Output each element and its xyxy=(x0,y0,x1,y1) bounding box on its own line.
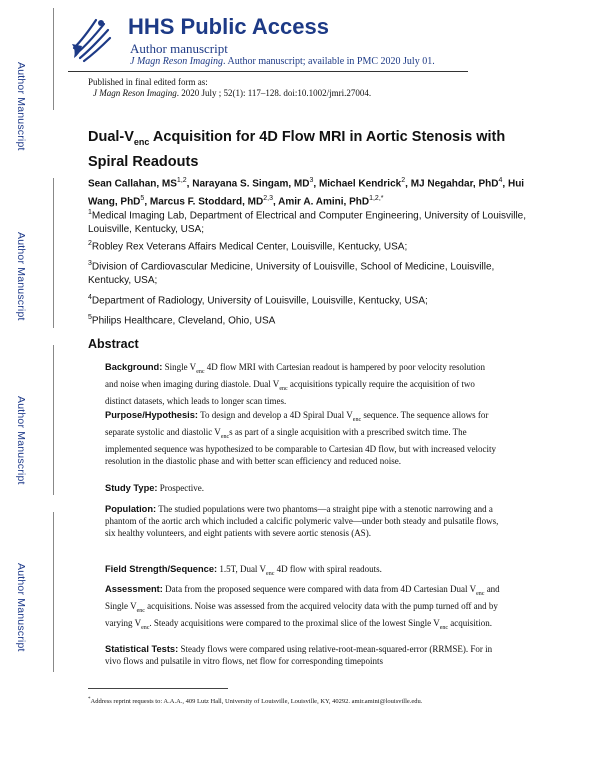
header-subtitle: Author manuscript xyxy=(130,41,228,56)
published-in-label: Published in final edited form as: xyxy=(88,77,208,87)
footnote: *Address reprint requests to: A.A.A., 409 Lutz Hall, University of Louisville, Louisville, KY, 40292. amir.amini@louisville.edu. xyxy=(88,697,423,706)
abstract-assessment: Assessment: Data from the proposed sequence were compared with data from 4D Cartesian Dual $V_{enc}$ and Single $V_{enc}$ acquisitions. Noise was assessed from the acquired velocity data with the pump turned off and by varying $V_{enc}$. Steady acquisitions were compared to the proximal slice of the lowest Single $V_{enc}$ acquisition. xyxy=(105,584,500,631)
author-list: Sean Callahan, MS$^{1,2}$, Narayana S. Singam, $MD^3$, Michael Kendrick$^2$, MJ Negahdar, PhD$^4$, Hui Wang, PhD$^5$, Marcus F. Stoddard, MD$^{2,3}$, Amir A. Amini, PhD$^{1,2,*}$ xyxy=(88,177,525,208)
abstract-population: Population: The studied populations were two phantoms—a straight pipe with a stenotic narrowing and a phantom of the aortic arch which included a calcific polymeric valve—under both steady and pulsatile flows, six healthy volunteers, and eight patients with severe aortic stenosis (AS). xyxy=(105,504,499,539)
published-doi: . 2020 July ; 52(1): 117–128. doi:10.1002/jmri.27004. xyxy=(176,88,372,98)
header-rule xyxy=(68,71,468,72)
header-journal-line xyxy=(130,56,435,67)
affiliation: $^2$Robley Rex Veterans Affairs Medical Center, Louisville, Kentucky, USA; xyxy=(88,240,408,253)
side-label-author-manuscript: Author Manuscript xyxy=(15,232,27,321)
abstract-field-strength: Field Strength/Sequence: 1.5T, Dual $V_{enc}$ 4D flow with spiral readouts. xyxy=(105,564,382,577)
published-citation xyxy=(93,88,371,98)
side-label-author-manuscript: Author Manuscript xyxy=(15,62,27,151)
affiliation: $^5$Philips Healthcare, Cleveland, Ohio, USA xyxy=(88,314,276,327)
affiliation: $^4$Department of Radiology, University of Louisville, Louisville, Kentucky, USA; xyxy=(88,294,428,307)
side-label-author-manuscript: Author Manuscript xyxy=(15,396,27,485)
author: Sean Callahan, MS xyxy=(88,178,177,190)
author: Amir A. Amini, PhD xyxy=(278,196,370,208)
author: Michael Kendrick xyxy=(318,178,402,190)
abstract-background: Background: Single $V_{enc}$ 4D flow MRI with Cartesian readout is hampered by poor velocity resolution and noise when imaging during diastole. Dual $V_{enc}$ acquisitions typically require the acquisition of two distinct datasets, which leads to longer scan times. xyxy=(105,362,485,406)
journal-name: J Magn Reson Imaging xyxy=(130,56,224,67)
margin-divider xyxy=(53,512,54,672)
margin-divider xyxy=(53,178,54,328)
abstract-statistical-tests: Statistical Tests: Steady flows were compared using relative-root-mean-squared-error (RRMSE). For in vivo flows and pulsatile in vitro flows, net flow for corresponding timepoints xyxy=(105,644,493,667)
affiliation: $^3$Division of Cardiovascular Medicine, University of Louisville, School of Medicine, Louisville, Kentucky, USA; xyxy=(88,260,495,287)
author: Narayana S. Singam, MD xyxy=(192,178,310,190)
abstract-heading: Abstract xyxy=(88,337,139,351)
margin-divider xyxy=(53,8,54,110)
side-label-author-manuscript: Author Manuscript xyxy=(15,563,27,652)
published-journal: J Magn Reson Imaging xyxy=(93,88,177,98)
abstract-purpose: Purpose/Hypothesis: To design and develop a 4D Spiral Dual $V_{enc}$ sequence. The sequence allows for separate systolic and diastolic $V_{enc}s$ as part of a single acquisition with a prescribed switch time. The implemented sequence was hypothesized to be comparable to Cartesian 4D flow, but with increased velocity resolution in the diastolic phase and with better scan efficiency and reduced noise. xyxy=(105,410,497,467)
article-title: Dual-$V_{enc}$ Acquisition for 4D Flow MRI in Aortic Stenosis with Spiral Readouts xyxy=(88,129,506,170)
author: MJ Negahdar, PhD xyxy=(410,178,499,190)
journal-note: . Author manuscript; available in PMC 2020 July 01. xyxy=(223,56,435,67)
header-title: HHS Public Access xyxy=(128,14,329,39)
footnote-rule xyxy=(88,688,228,689)
author: Marcus F. Stoddard, MD xyxy=(149,196,264,208)
author: Hui Wang, PhD xyxy=(88,178,525,208)
abstract-study-type: Study Type: Prospective. xyxy=(105,483,205,493)
hhs-eagle-logo-icon xyxy=(70,14,114,64)
affiliation: $^1$Medical Imaging Lab, Department of Electrical and Computer Engineering, University of Louisville, Louisville, Kentucky, USA; xyxy=(88,209,527,236)
margin-divider xyxy=(53,345,54,495)
